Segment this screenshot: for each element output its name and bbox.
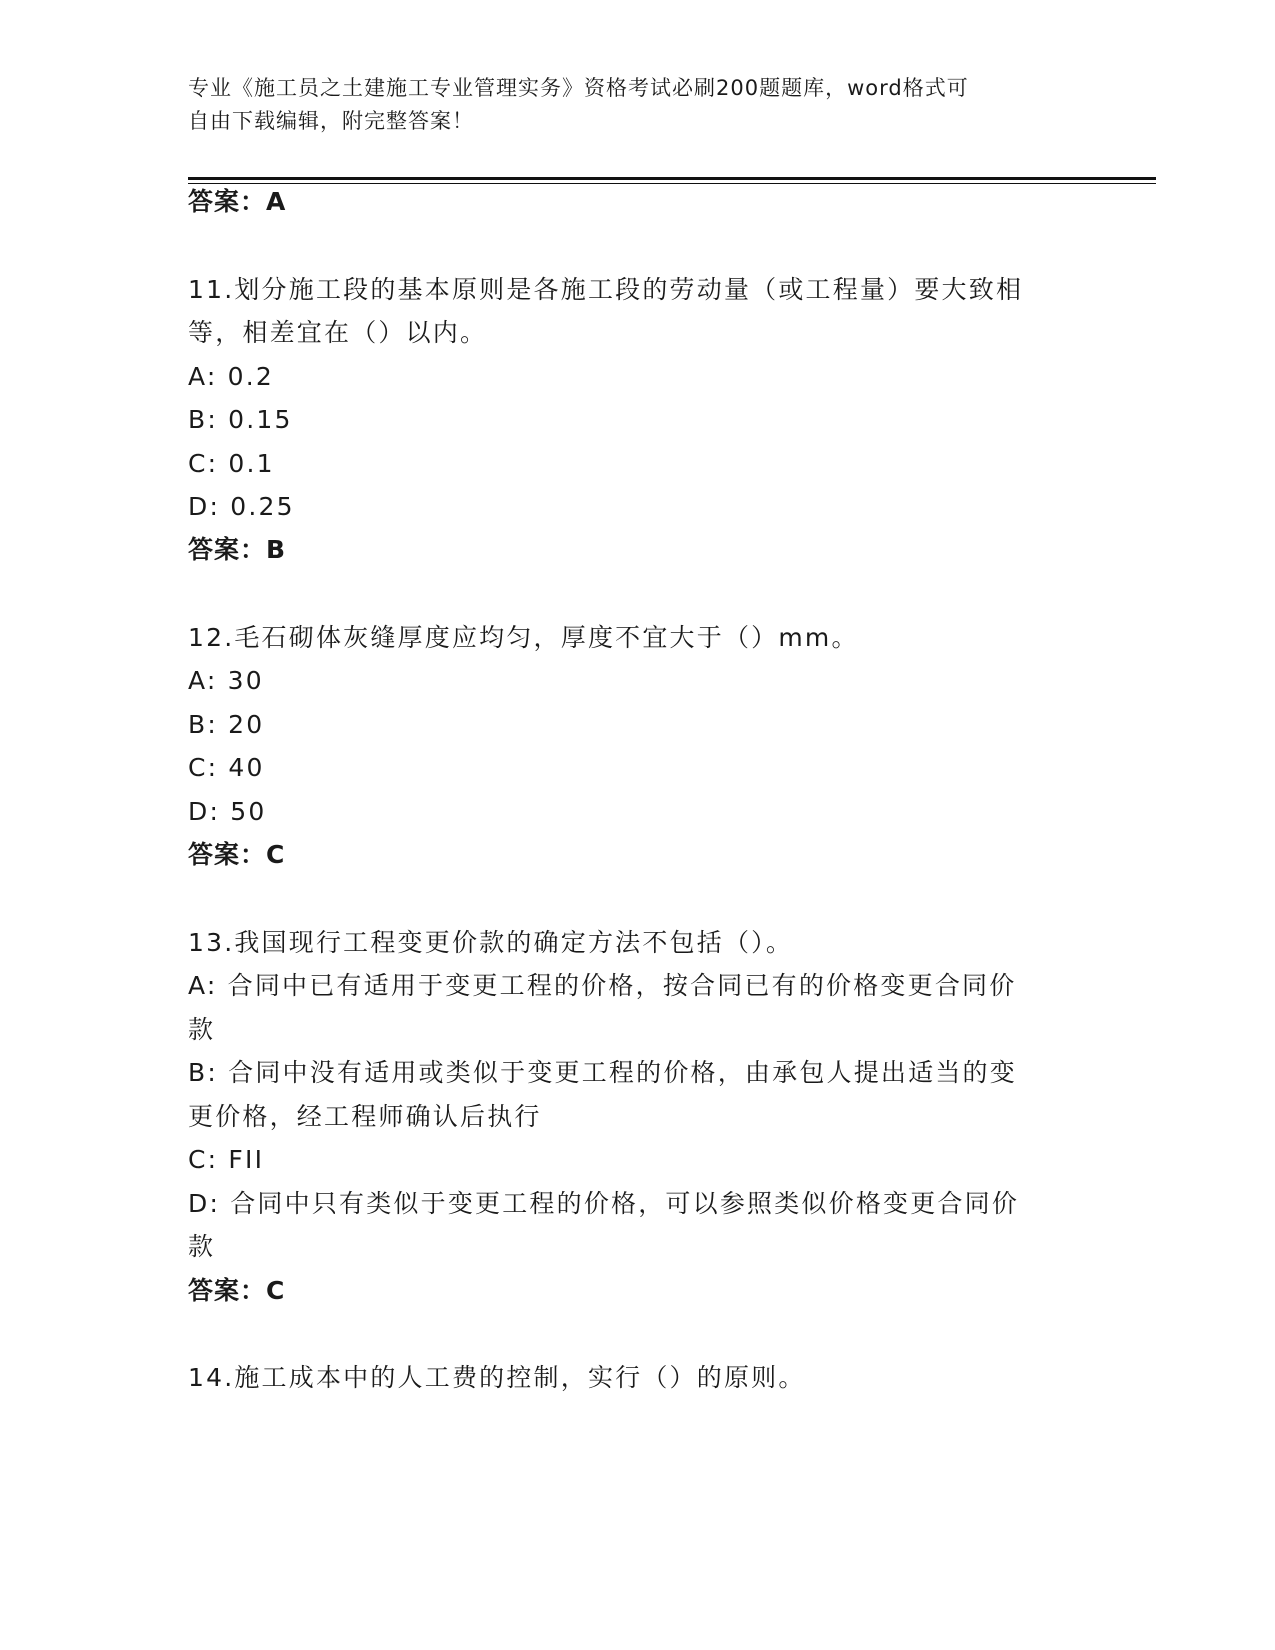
question-11-stem-line1: 11.划分施工段的基本原则是各施工段的劳动量（或工程量）要大致相 [188, 275, 1024, 304]
question-13-stem: 13.我国现行工程变更价款的确定方法不包括（）。 [188, 928, 794, 957]
header-line-2: 自由下载编辑，附完整答案！ [188, 109, 474, 133]
question-13-option-a-line2: 款 [188, 1015, 216, 1044]
question-12-option-c: C: 40 [188, 753, 265, 782]
answer-q11: 答案：B [188, 535, 287, 564]
header-divider-thick [188, 177, 1156, 180]
question-11-option-b: B: 0.15 [188, 405, 293, 434]
question-13-option-d-line2: 款 [188, 1232, 216, 1261]
answer-q13: 答案：C [188, 1276, 286, 1305]
answer-q12: 答案：C [188, 840, 286, 869]
question-11-option-c: C: 0.1 [188, 449, 275, 478]
header-line-1: 专业《施工员之土建施工专业管理实务》资格考试必刷200题题库，word格式可 [188, 76, 969, 100]
question-14-stem: 14.施工成本中的人工费的控制，实行（）的原则。 [188, 1363, 806, 1392]
header-divider-thin [188, 183, 1156, 184]
question-12-option-b: B: 20 [188, 710, 265, 739]
question-12-option-d: D: 50 [188, 797, 267, 826]
question-11-stem-line2: 等，相差宜在（）以内。 [188, 318, 488, 347]
question-12-option-a: A: 30 [188, 666, 264, 695]
question-13-option-b-line2: 更价格，经工程师确认后执行 [188, 1102, 542, 1131]
question-13-option-d-line1: D: 合同中只有类似于变更工程的价格，可以参照类似价格变更合同价 [188, 1189, 1020, 1218]
question-12-stem: 12.毛石砌体灰缝厚度应均匀，厚度不宜大于（）mm。 [188, 623, 859, 652]
question-13-option-c: C: FII [188, 1145, 265, 1174]
question-11-option-a: A: 0.2 [188, 362, 274, 391]
question-11-option-d: D: 0.25 [188, 492, 295, 521]
question-13-option-b-line1: B: 合同中没有适用或类似于变更工程的价格，由承包人提出适当的变 [188, 1058, 1017, 1087]
page-header [188, 72, 1088, 138]
answer-q10: 答案：A [188, 187, 287, 216]
question-13-option-a-line1: A: 合同中已有适用于变更工程的价格，按合同已有的价格变更合同价 [188, 971, 1017, 1000]
